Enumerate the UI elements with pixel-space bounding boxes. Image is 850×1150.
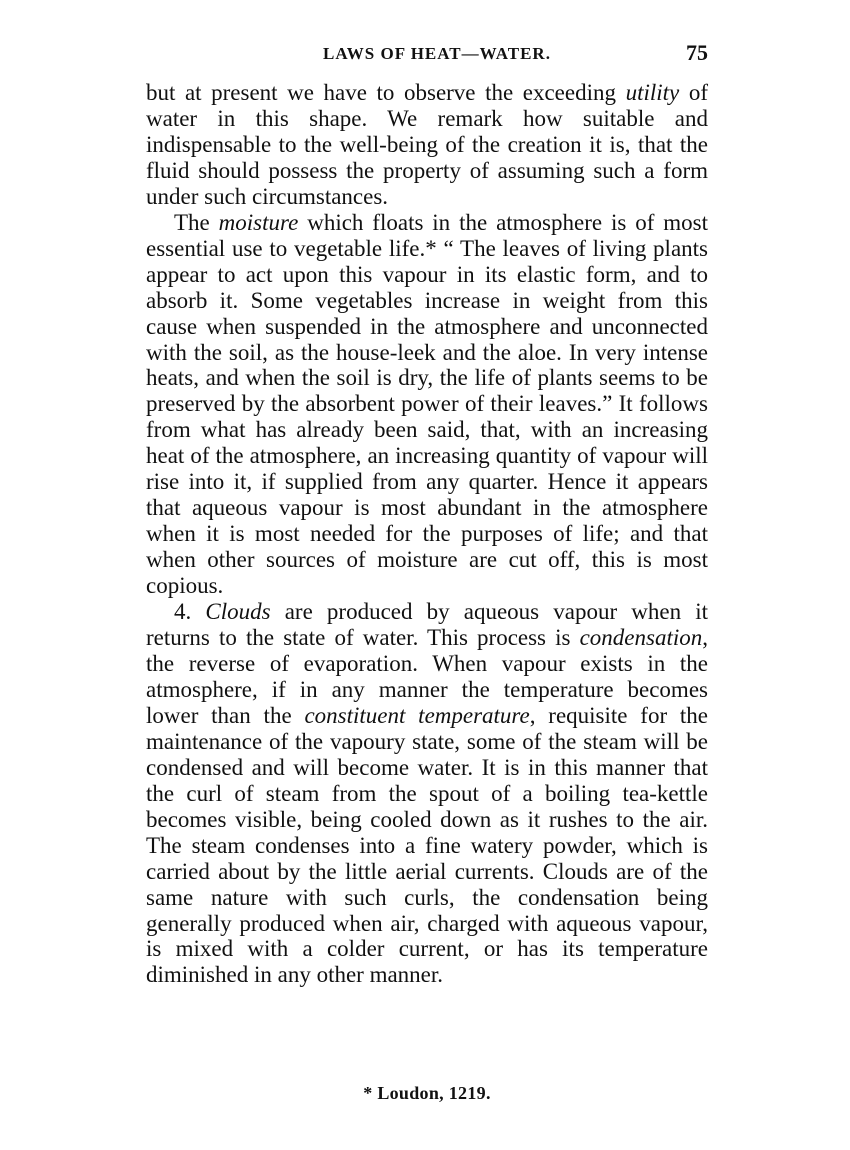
paragraph-moisture (146, 210, 708, 599)
italic-term: utility (625, 80, 680, 105)
text-run: The (174, 209, 219, 235)
paragraph-clouds (146, 599, 708, 988)
italic-term: moisture (218, 209, 299, 235)
text-run: which floats in the atmosphere is of most essential use to vegetable life.* “ The leaves of living plants appear to act upon this vapour in its elastic form, and to absorb it. Some vegetables increase in weight from this cause when suspended in the atmosphere and unconnected with the soil, as the house-leek and the aloe. In very intense heats, and when the soil is dry, the life of plants seems to be preserved by the absorbent power of their leaves.” It follows from what has already been said, that, with an increasing heat of the atmosphere, an increasing quantity of vapour will rise into it, if supplied from any quarter. Hence it appears that aqueous vapour is most abundant in the atmosphere when it is most needed for the purposes of life; and that when other sources of moisture are cut off, this is most copious. (146, 209, 708, 599)
page-number: 75 (686, 40, 708, 65)
text-run: of water in this shape. We remark how suitable and indispensable to the well-being of the creation it is, that the fluid should possess the property of assuming such a form under such circumstances. (146, 80, 708, 209)
text-run: but at present we have to observe the exceeding (146, 80, 626, 105)
running-head: LAWS OF HEAT—WATER. (323, 44, 551, 63)
paragraph-continuation (146, 80, 708, 210)
text-run: , requisite for the maintenance of the vapoury state, some of the steam will be condensed and will become water. It is in this manner that the curl of steam from the spout of a boiling tea-kettle becomes visible, being cooled down as it rushes to the air. The steam condenses into a fine watery powder, which is carried about by the little aerial currents. Clouds are of the same nature with such curls, the condensation being generally produced when air, charged with aqueous vapour, is mixed with a colder current, or has its temperature diminished in any other manner. (146, 702, 708, 988)
text-run: are produced by aqueous vapour when it returns to the state of water. This process is (146, 599, 708, 651)
text-run: 4. (174, 599, 206, 625)
footnote: * Loudon, 1219. (363, 1083, 491, 1103)
body-text (146, 80, 708, 988)
page-header (146, 40, 708, 72)
text-run: , the reverse of evaporation. When vapour exists in the atmosphere, if in any manner the temperature becomes lower than the (146, 625, 708, 728)
italic-term: condensation (579, 625, 703, 651)
italic-term: Clouds (205, 599, 271, 625)
italic-term: constituent temperature (304, 702, 530, 728)
